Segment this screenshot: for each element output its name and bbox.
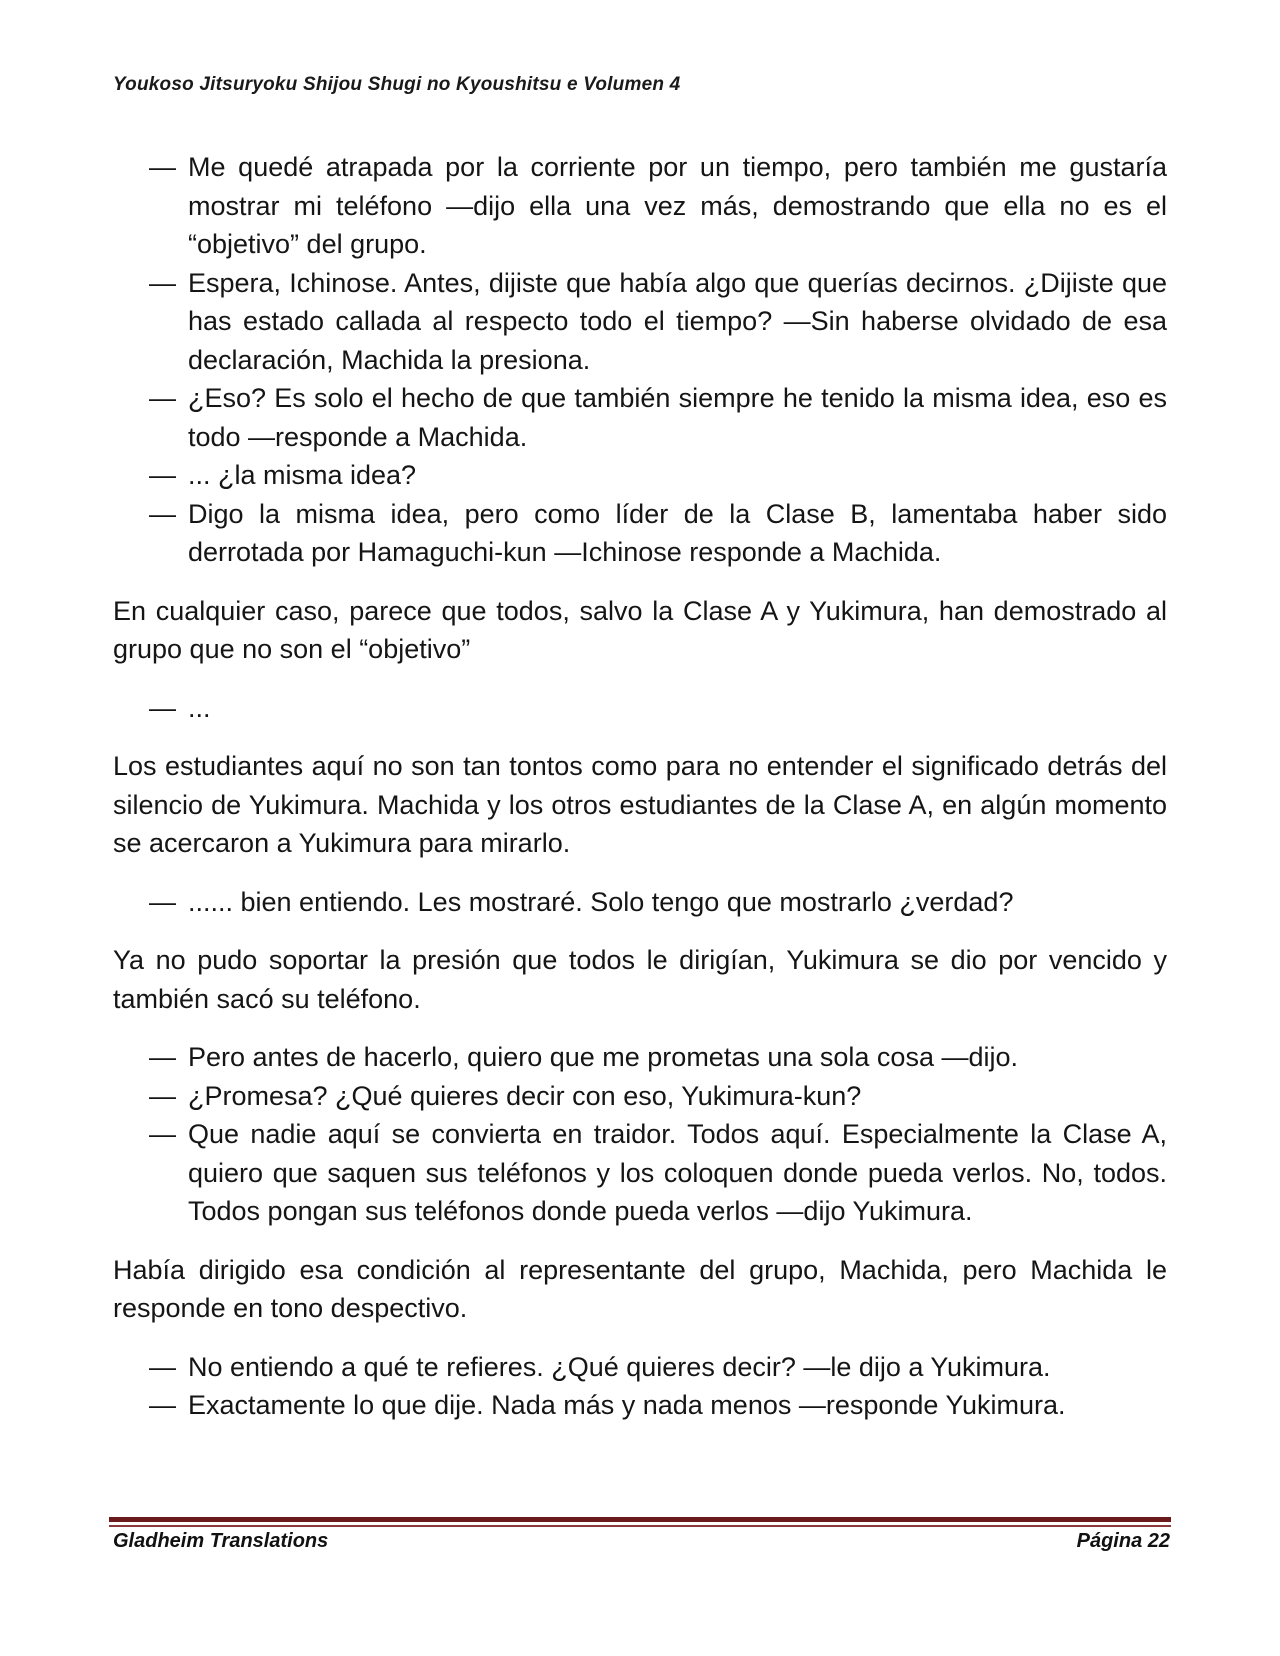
dialogue-dash: —: [149, 1119, 176, 1149]
dialogue-line: [113, 495, 1167, 572]
dialogue-line: [113, 456, 1167, 495]
paragraph-spacer: [113, 1231, 1167, 1251]
dialogue-line: [113, 689, 1167, 728]
paragraph-spacer: [113, 863, 1167, 883]
header-title: Youkoso Jitsuryoku Shijou Shugi no Kyoushitsu e Volumen 4: [113, 74, 681, 95]
dialogue-dash: —: [149, 1042, 176, 1072]
narration-paragraph: En cualquier caso, parece que todos, salvo la Clase A y Yukimura, han demostrado al grupo que no son el “objetivo”: [113, 595, 1167, 664]
dialogue-dash: —: [149, 460, 176, 490]
dialogue-dash: —: [149, 1080, 176, 1111]
dialogue-text: Exactamente lo que dije. Nada más y nada menos —responde Yukimura.: [188, 1390, 1066, 1420]
dialogue-line: [113, 1386, 1167, 1425]
paragraph-spacer: [113, 572, 1167, 592]
dialogue-line: [113, 148, 1167, 264]
dialogue-line: [113, 1348, 1167, 1387]
narration-paragraph: Había dirigido esa condición al representante del grupo, Machida, pero Machida le responde en tono despectivo.: [113, 1254, 1167, 1323]
paragraph-spacer: [113, 1018, 1167, 1038]
dialogue-dash: —: [149, 1390, 176, 1420]
footer-translator: Gladheim Translations: [113, 1530, 329, 1552]
footer-page-number: Página 22: [1076, 1530, 1170, 1552]
dialogue-line: [113, 379, 1167, 456]
dialogue-text: ...... bien entiendo. Les mostraré. Solo tengo que mostrarlo ¿verdad?: [188, 886, 1014, 917]
dialogue-line: [113, 1077, 1167, 1116]
dialogue-text: Que nadie aquí se convierta en traidor. Todos aquí. Especialmente la Clase A, quiero que saquen sus teléfonos y los coloquen donde pueda verlos. No, todos. Todos pongan sus teléfonos donde pueda verlos —dijo Yukimura.: [188, 1119, 1167, 1226]
paragraph-spacer: [113, 669, 1167, 689]
paragraph-spacer: [113, 727, 1167, 747]
dialogue-text: ¿Eso? Es solo el hecho de que también siempre he tenido la misma idea, eso es todo —responde a Machida.: [188, 383, 1167, 452]
body-text: [113, 148, 1167, 1425]
dialogue-line: [113, 264, 1167, 380]
dialogue-text: Me quedé atrapada por la corriente por un tiempo, pero también me gustaría mostrar mi teléfono —dijo ella una vez más, demostrando que ella no es el “objetivo” del grupo.: [188, 152, 1167, 259]
dialogue-line: [113, 1115, 1167, 1231]
dialogue-dash: —: [149, 1351, 176, 1382]
dialogue-line: [113, 1038, 1167, 1077]
dialogue-text: Pero antes de hacerlo, quiero que me prometas una sola cosa —dijo.: [188, 1042, 1018, 1072]
dialogue-dash: —: [149, 383, 176, 413]
dialogue-line: [113, 883, 1167, 922]
footer-rule-thick: [109, 1517, 1171, 1522]
dialogue-text: Digo la misma idea, pero como líder de la Clase B, lamentaba haber sido derrotada por Hamaguchi-kun —Ichinose responde a Machida.: [188, 498, 1167, 567]
dialogue-dash: —: [149, 152, 176, 182]
dialogue-dash: —: [149, 886, 176, 917]
dialogue-text: Espera, Ichinose. Antes, dijiste que había algo que querías decirnos. ¿Dijiste que has estado callada al respecto todo el tiempo? —Sin haberse olvidado de esa declaración, Machida la presiona.: [188, 267, 1167, 375]
dialogue-text: ...: [188, 692, 211, 723]
footer-rule: [109, 1517, 1171, 1527]
paragraph-spacer: [113, 1328, 1167, 1348]
dialogue-dash: —: [149, 267, 176, 298]
dialogue-dash: —: [149, 498, 176, 529]
dialogue-text: ¿Promesa? ¿Qué quieres decir con eso, Yukimura-kun?: [188, 1080, 862, 1111]
footer-rule-thin: [109, 1525, 1171, 1527]
dialogue-text: No entiendo a qué te refieres. ¿Qué quieres decir? —le dijo a Yukimura.: [188, 1351, 1051, 1382]
narration-paragraph: Los estudiantes aquí no son tan tontos como para no entender el significado detrás del silencio de Yukimura. Machida y los otros estudiantes de la Clase A, en algún momento se acercaron a Yukimura para mirarlo.: [113, 751, 1167, 858]
dialogue-text: ... ¿la misma idea?: [188, 460, 417, 490]
dialogue-dash: —: [149, 692, 176, 723]
narration-paragraph: Ya no pudo soportar la presión que todos le dirigían, Yukimura se dio por vencido y también sacó su teléfono.: [113, 945, 1167, 1014]
paragraph-spacer: [113, 921, 1167, 941]
